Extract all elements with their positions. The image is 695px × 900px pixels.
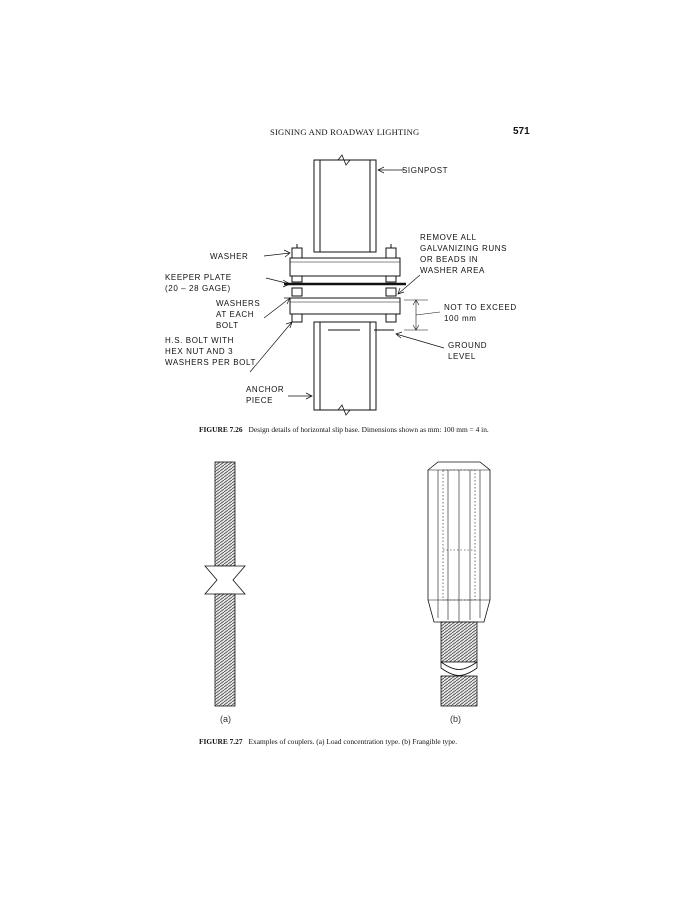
figure-7-27-label: FIGURE 7.27: [199, 737, 243, 746]
label-washers-2: AT EACH: [216, 310, 255, 319]
label-remove-3: OR BEADS IN: [420, 255, 479, 264]
label-remove-2: GALVANIZING RUNS: [420, 244, 508, 253]
figure-7-27-text: Examples of couplers. (a) Load concentration type. (b) Frangible type.: [248, 737, 458, 746]
coupler-b: [428, 462, 490, 706]
running-title: SIGNING AND ROADWAY LIGHTING: [270, 127, 420, 137]
label-hs-1: H.S. BOLT WITH: [165, 336, 234, 345]
label-remove-1: REMOVE ALL: [420, 233, 477, 242]
label-ground-1: GROUND: [448, 341, 488, 350]
figure-7-26-label: FIGURE 7.26: [199, 425, 243, 434]
label-remove-4: WASHER AREA: [420, 266, 485, 275]
page-number: 571: [513, 126, 530, 137]
label-hs-3: WASHERS PER BOLT: [165, 358, 256, 367]
label-hs-2: HEX NUT AND 3: [165, 347, 234, 356]
label-anchor-2: PIECE: [246, 396, 274, 405]
label-signpost: SIGNPOST: [402, 166, 449, 175]
label-anchor-1: ANCHOR: [246, 385, 285, 394]
label-not-exceed-1: NOT TO EXCEED: [444, 303, 517, 312]
figure-7-26-text: Design details of horizontal slip base. Dimensions shown as mm: 100 mm = 4 in.: [248, 425, 489, 434]
label-keeper-1: KEEPER PLATE: [165, 273, 232, 282]
label-ground-2: LEVEL: [448, 352, 476, 361]
label-washers-1: WASHERS: [216, 299, 261, 308]
label-washer: WASHER: [210, 252, 249, 261]
label-sub-b: (b): [450, 714, 461, 724]
label-keeper-2: (20 – 28 GAGE): [165, 284, 231, 293]
coupler-a: [205, 462, 245, 706]
label-washers-3: BOLT: [216, 321, 239, 330]
figure-7-27-caption: [199, 737, 499, 747]
label-sub-a: (a): [220, 714, 231, 724]
label-not-exceed-2: 100 mm: [444, 314, 477, 323]
